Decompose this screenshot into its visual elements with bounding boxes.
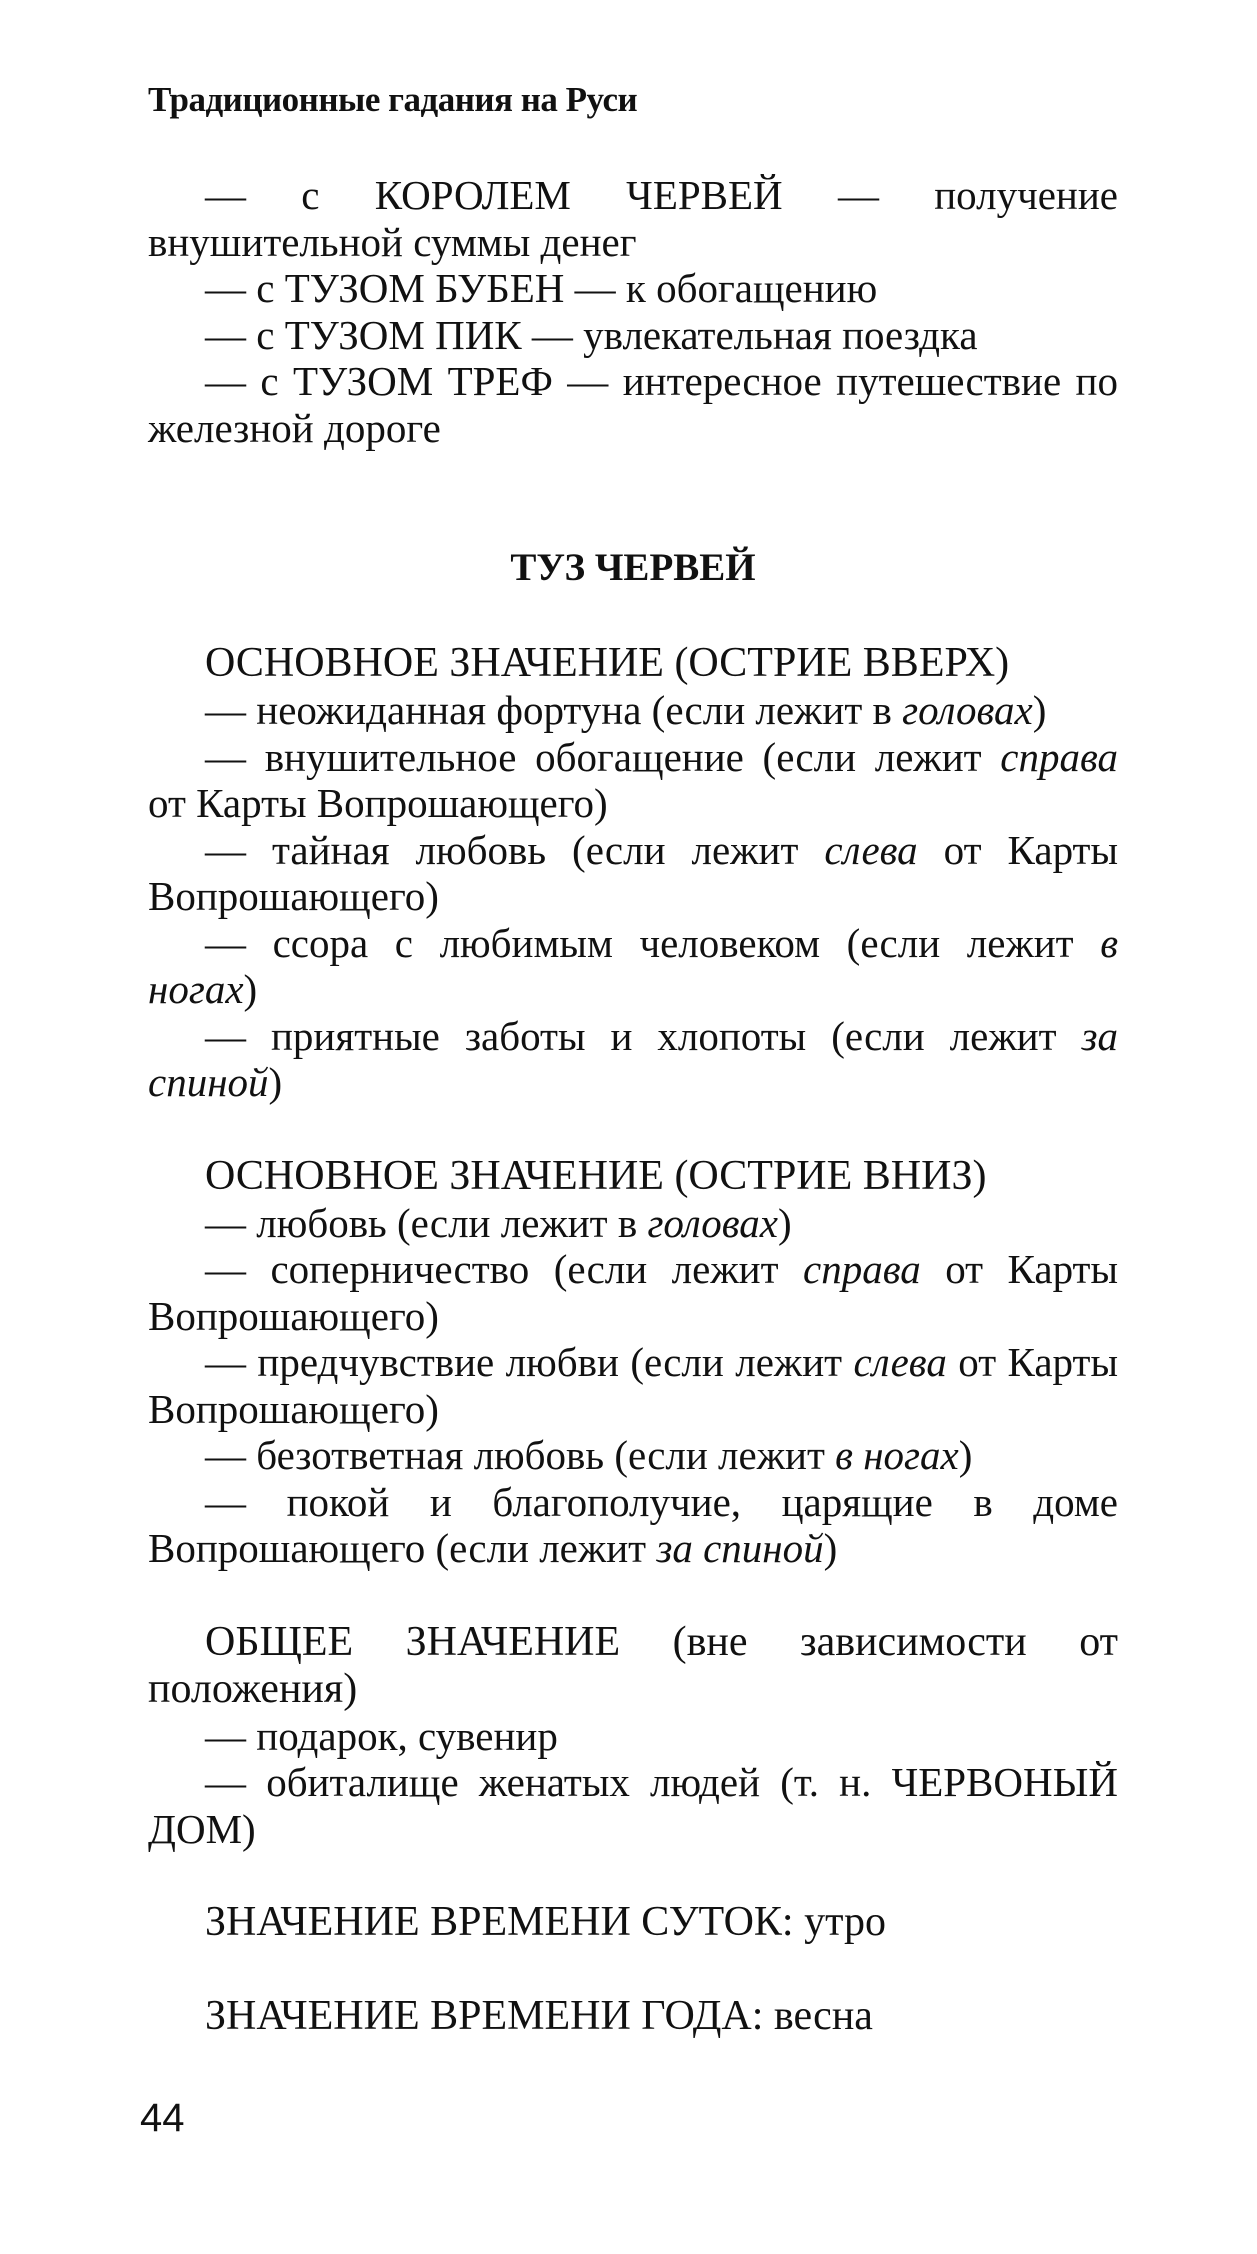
text-run: )	[823, 1525, 838, 1571]
section-heading	[148, 1619, 1118, 1713]
meaning-section	[148, 1619, 1118, 1853]
section-heading	[148, 1899, 1118, 1946]
meaning-section	[148, 640, 1118, 1106]
meaning-item	[148, 1432, 1118, 1479]
text-run: — подарок, сувенир	[205, 1712, 558, 1759]
italic-text: в ногах	[835, 1432, 959, 1478]
intro-line	[148, 172, 1118, 265]
meaning-item	[148, 827, 1118, 920]
meaning-item	[148, 1200, 1118, 1247]
meaning-section	[148, 1153, 1118, 1572]
text-run: ЗНАЧЕНИЕ ВРЕМЕНИ ГОДА: весна	[205, 1993, 873, 2039]
page-number: 44	[140, 2096, 185, 2140]
text-run: )	[268, 1059, 283, 1105]
section-heading	[148, 1153, 1118, 1200]
section-heading	[148, 640, 1118, 687]
text-run: — с КОРОЛЕМ ЧЕРВЕЙ — получение внушительной суммы денег	[148, 172, 1118, 265]
text-run: от Карты Вопрошающего)	[148, 1246, 1118, 1339]
meaning-item	[148, 1713, 1118, 1760]
meaning-item	[148, 1759, 1118, 1852]
text-run: ОСНОВНОЕ ЗНАЧЕНИЕ (ОСТРИЕ ВНИЗ)	[205, 1152, 987, 1199]
italic-text: в ногах	[148, 919, 1118, 1012]
meaning-sections	[148, 640, 1118, 2040]
meaning-item	[148, 920, 1118, 1013]
text-run: )	[958, 1432, 973, 1478]
text-run: — неожиданная фортуна (если лежит в	[205, 687, 903, 733]
text-run: — покой и благополучие, царящие в доме Вопрошающего (если лежит	[148, 1478, 1118, 1571]
text-run: — тайная любовь (если лежит	[205, 826, 825, 873]
italic-text: за спиной	[148, 1012, 1118, 1105]
section-title: ТУЗ ЧЕРВЕЙ	[510, 546, 756, 589]
text-run: — предчувствие любви (если лежит	[205, 1339, 854, 1385]
text-run: — внушительное обогащение (если лежит	[205, 733, 1001, 780]
meaning-item	[148, 734, 1118, 827]
text-run: — ссора с любимым человеком (если лежит	[205, 919, 1101, 966]
text-run: )	[243, 966, 258, 1012]
meaning-section	[148, 1993, 1118, 2040]
text-run: от Карты Вопрошающего)	[148, 780, 608, 826]
intro-list	[148, 172, 1118, 451]
text-run: — обиталище женатых людей (т. н. ЧЕРВОНЫЙ ДОМ)	[148, 1759, 1118, 1852]
italic-text: слева	[824, 826, 918, 873]
text-run: от Карты Вопрошающего)	[148, 1339, 1118, 1432]
text-run: — любовь (если лежит в	[205, 1199, 648, 1246]
text-run: — с ТУЗОМ ТРЕФ — интересное путешествие по железной дороге	[148, 358, 1118, 451]
italic-text: головах	[647, 1199, 779, 1246]
text-run: от Карты Вопрошающего)	[148, 826, 1118, 919]
text-run: ЗНАЧЕНИЕ ВРЕМЕНИ СУТОК: утро	[205, 1899, 886, 1945]
italic-text: головах	[902, 687, 1033, 733]
text-run: ОБЩЕЕ ЗНАЧЕНИЕ (вне зависимости от положения)	[148, 1618, 1118, 1712]
meaning-item	[148, 1479, 1118, 1572]
running-head: Традиционные гадания на Руси	[148, 80, 638, 119]
italic-text: слева	[853, 1339, 947, 1385]
meaning-item	[148, 687, 1118, 734]
italic-text: за спиной	[656, 1525, 824, 1571]
text-run: ОСНОВНОЕ ЗНАЧЕНИЕ (ОСТРИЕ ВВЕРХ)	[205, 640, 1010, 686]
intro-line	[148, 265, 1118, 312]
section-heading	[148, 1993, 1118, 2040]
intro-line	[148, 358, 1118, 451]
text-run: — с ТУЗОМ ПИК — увлекательная поездка	[205, 311, 978, 358]
text-run: — соперничество (если лежит	[205, 1246, 803, 1292]
italic-text: справа	[1000, 733, 1118, 780]
italic-text: справа	[803, 1246, 921, 1292]
text-run: )	[1032, 687, 1047, 733]
meaning-item	[148, 1246, 1118, 1339]
intro-line	[148, 312, 1118, 359]
meaning-item	[148, 1013, 1118, 1106]
text-run: — с ТУЗОМ БУБЕН — к обогащению	[205, 265, 878, 311]
text-run: — безответная любовь (если лежит	[205, 1432, 836, 1478]
meaning-item	[148, 1339, 1118, 1432]
text-run: — приятные заботы и хлопоты (если лежит	[205, 1012, 1082, 1059]
meaning-section	[148, 1899, 1118, 1946]
text-run: )	[778, 1199, 792, 1246]
page-content	[148, 172, 1118, 2040]
